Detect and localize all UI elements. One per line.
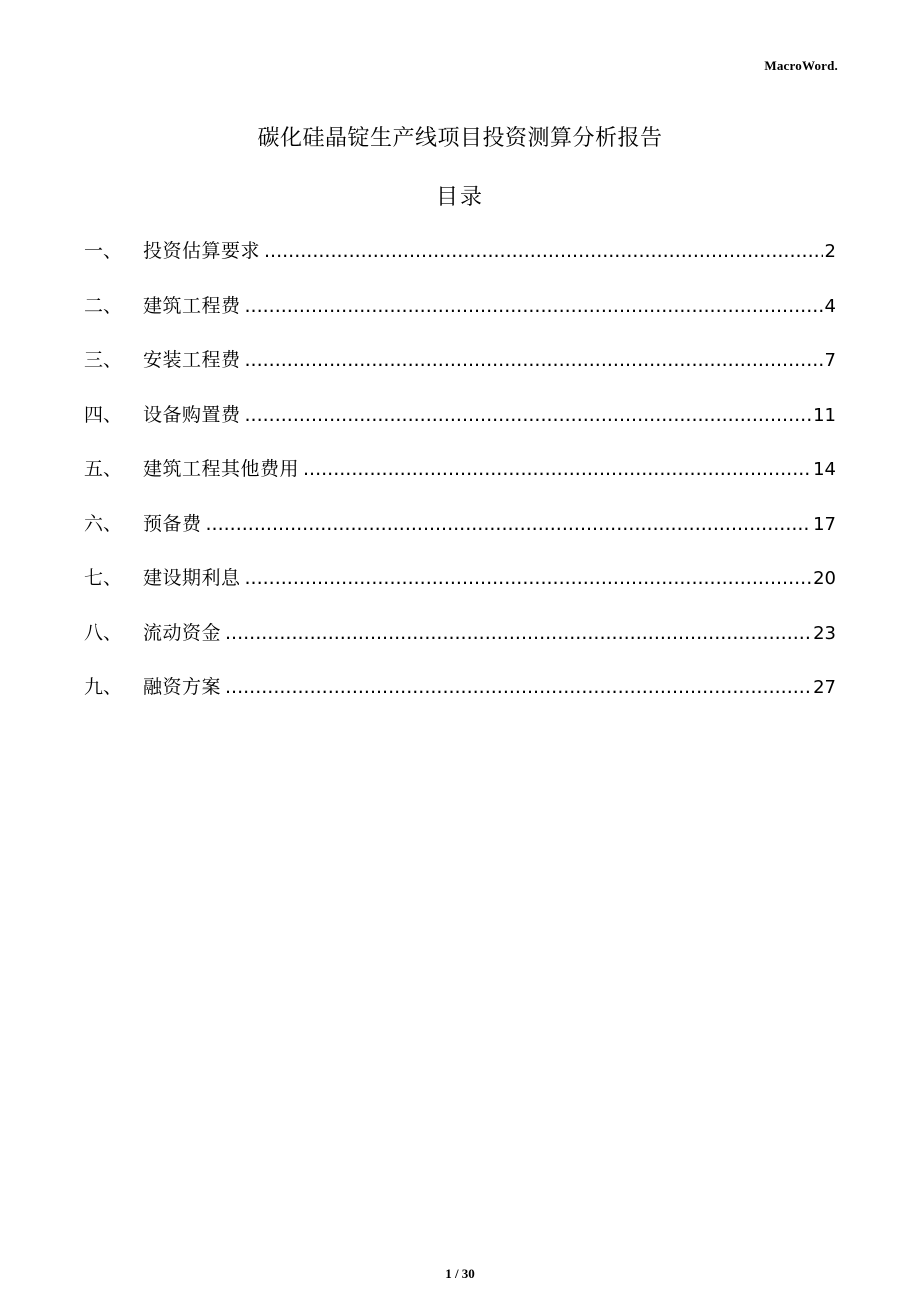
toc-entry-1[interactable]	[84, 236, 836, 291]
toc-dot-leader	[225, 672, 811, 702]
toc-entry-number: 二、	[84, 294, 123, 317]
toc-entry-label[interactable]: 建筑工程其他费用	[143, 458, 300, 480]
toc-entry-5[interactable]	[84, 454, 836, 509]
toc-dot-leader	[245, 345, 823, 375]
toc-entry-page[interactable]: 17	[813, 513, 836, 535]
toc-entry-page[interactable]: 2	[824, 241, 836, 262]
toc-dot-leader	[245, 291, 823, 321]
toc-dot-leader	[225, 618, 811, 648]
toc-entry-number: 八、	[84, 621, 123, 644]
toc-entry-page[interactable]: 4	[824, 295, 836, 317]
toc-entry-page[interactable]: 20	[813, 568, 836, 589]
toc-entry-6[interactable]	[84, 509, 836, 564]
toc-dot-leader	[206, 509, 812, 539]
toc-entry-3[interactable]	[84, 345, 836, 400]
toc-entry-8[interactable]	[84, 618, 836, 673]
toc-entry-number: 一、	[84, 240, 123, 262]
toc-dot-leader	[245, 563, 812, 593]
toc-entry-number: 四、	[84, 403, 123, 426]
page-indicator: 1 / 30	[445, 1266, 475, 1281]
toc-entry-label[interactable]: 建筑工程费	[143, 294, 241, 317]
toc-entry-4[interactable]	[84, 400, 836, 455]
toc-dot-leader	[264, 236, 823, 266]
toc-dot-leader	[245, 400, 812, 430]
header-brand: MacroWord.	[764, 58, 838, 73]
toc-entry-page[interactable]: 23	[813, 622, 836, 644]
toc-entry-label[interactable]: 融资方案	[143, 676, 222, 698]
toc-entry-page[interactable]: 11	[813, 404, 836, 426]
toc-entry-label[interactable]: 建设期利息	[143, 567, 241, 589]
toc-entry-7[interactable]	[84, 563, 836, 618]
toc-entry-page[interactable]: 27	[813, 677, 836, 698]
toc-entry-9[interactable]	[84, 672, 836, 727]
toc-entry-label[interactable]: 设备购置费	[143, 403, 241, 426]
toc-entry-number: 三、	[84, 349, 123, 371]
toc-entry-label[interactable]: 安装工程费	[143, 349, 241, 371]
toc-entry-number: 七、	[84, 567, 123, 589]
toc-entry-number: 六、	[84, 512, 123, 535]
toc-entry-page[interactable]: 7	[824, 350, 836, 371]
table-of-contents	[84, 236, 836, 727]
toc-entry-label[interactable]: 预备费	[143, 512, 202, 535]
toc-entry-page[interactable]: 14	[813, 459, 836, 480]
toc-entry-number: 九、	[84, 676, 123, 698]
toc-entry-2[interactable]	[84, 291, 836, 346]
toc-entry-number: 五、	[84, 458, 123, 480]
toc-heading: 目录	[435, 185, 484, 210]
toc-entry-label[interactable]: 投资估算要求	[143, 240, 261, 262]
toc-dot-leader	[303, 454, 811, 484]
document-title: 碳化硅晶锭生产线项目投资测算分析报告	[257, 126, 663, 151]
toc-entry-label[interactable]: 流动资金	[143, 621, 222, 644]
